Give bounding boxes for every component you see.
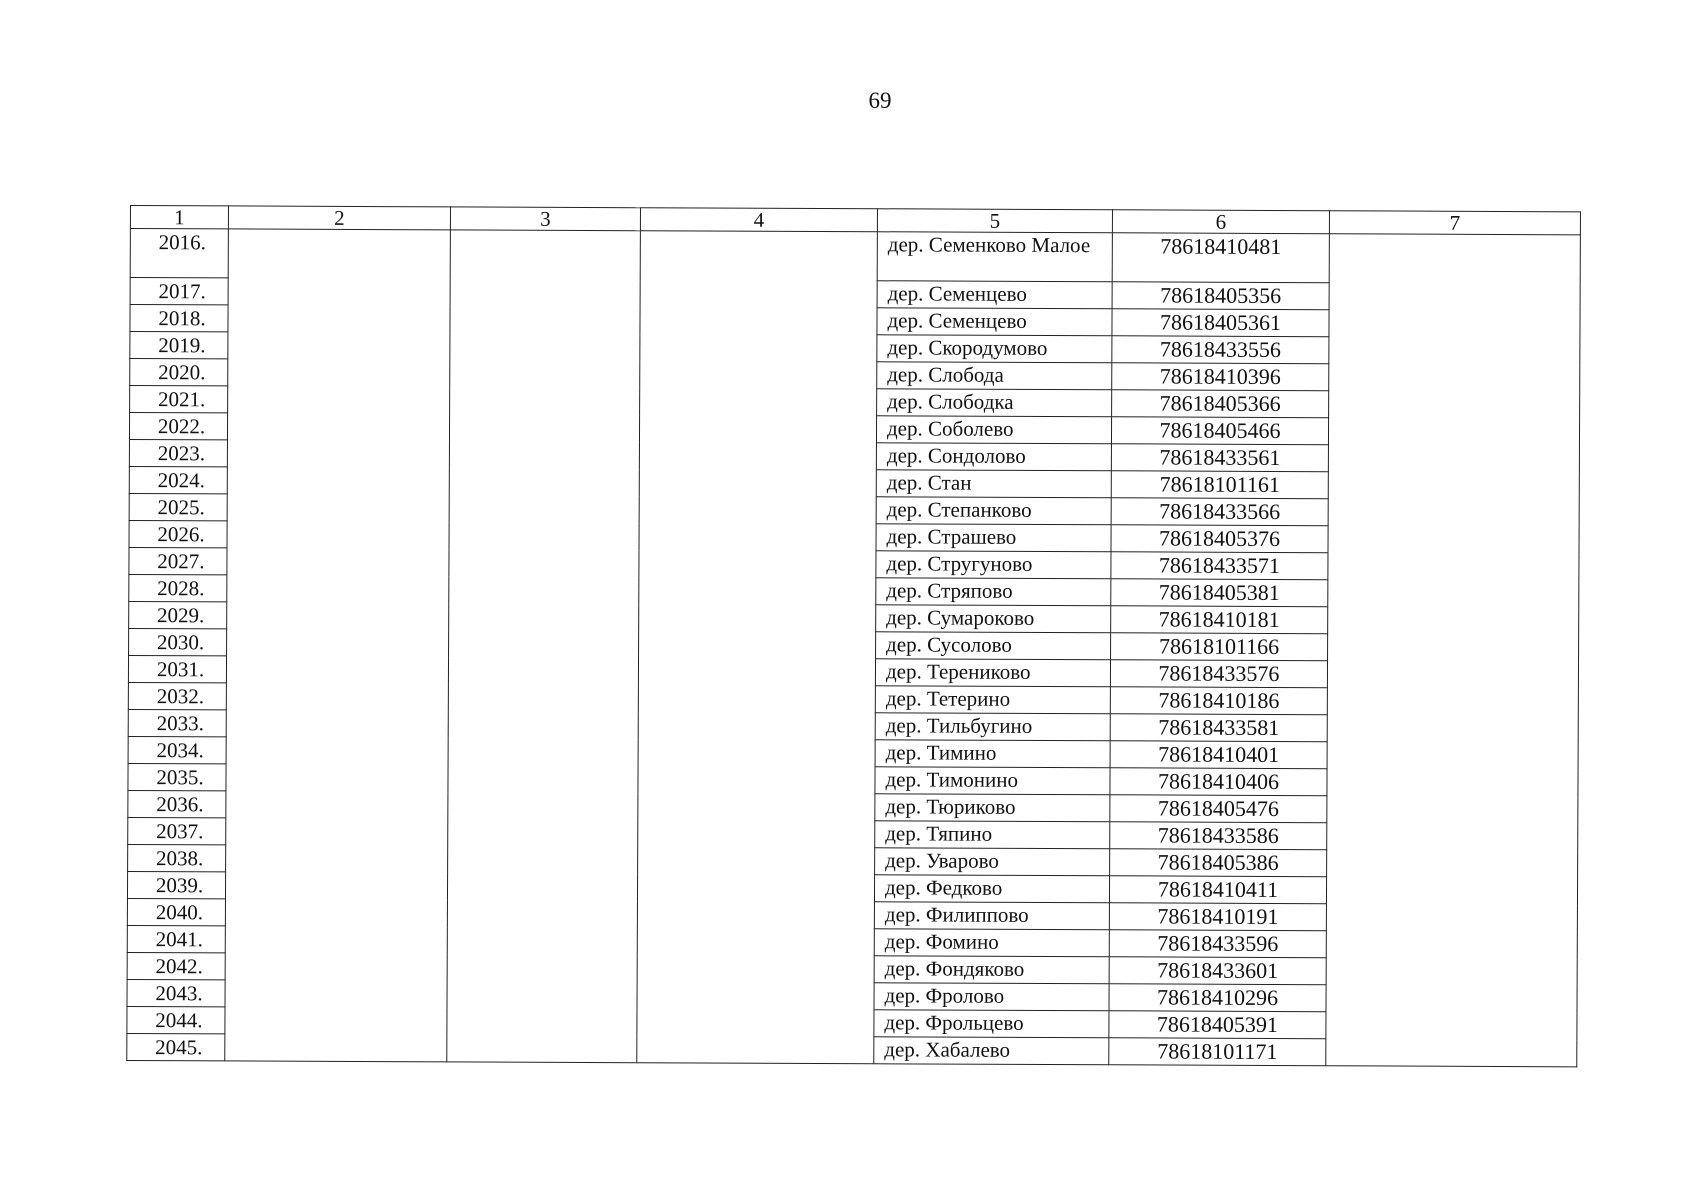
header-col-3: 3 [450,207,640,231]
settlement-name: дер. Слобода [877,362,1112,390]
oktmo-code: 78618410191 [1109,903,1326,931]
oktmo-code: 78618433571 [1111,552,1328,580]
header-col-2: 2 [228,206,450,230]
row-number: 2016. [130,229,228,278]
oktmo-code: 78618101171 [1109,1038,1326,1066]
row-number: 2033. [128,709,226,736]
col-3-cell [447,230,641,1063]
oktmo-code: 78618405381 [1111,579,1328,607]
oktmo-code: 78618410411 [1109,876,1326,904]
settlement-name: дер. Стан [876,470,1111,498]
row-number: 2037. [128,817,226,844]
settlements-table [126,205,1581,1067]
row-number: 2035. [128,763,226,790]
row-number: 2024. [129,466,227,493]
row-number: 2036. [128,790,226,817]
header-col-7: 7 [1329,211,1580,235]
header-col-4: 4 [640,208,877,232]
col-7-cell [1326,234,1581,1067]
oktmo-code: 78618433596 [1109,930,1326,958]
header-col-1: 1 [130,206,228,229]
settlement-name: дер. Терениково [875,659,1110,687]
oktmo-code: 78618410181 [1111,606,1328,634]
settlement-name: дер. Фомино [874,929,1109,957]
oktmo-code: 78618101161 [1111,471,1328,499]
oktmo-code: 78618433581 [1110,714,1327,742]
oktmo-code: 78618433576 [1110,660,1327,688]
row-number: 2025. [129,493,227,520]
row-number: 2020. [130,359,228,386]
row-number: 2042. [127,952,225,979]
col-4-cell [637,231,878,1064]
row-number: 2038. [128,844,226,871]
oktmo-code: 78618410296 [1109,984,1326,1012]
oktmo-code: 78618405466 [1111,417,1328,445]
row-number: 2026. [129,520,227,547]
row-number: 2021. [130,386,228,413]
row-number: 2029. [129,601,227,628]
row-number: 2030. [129,628,227,655]
oktmo-code: 78618405361 [1112,309,1329,337]
oktmo-code: 78618410481 [1112,233,1329,283]
row-number: 2018. [130,305,228,332]
settlement-name: дер. Сондолово [876,443,1111,471]
row-number: 2028. [129,574,227,601]
oktmo-code: 78618410401 [1110,741,1327,769]
page-number: 69 [868,88,892,113]
table-body [127,229,1581,1067]
settlement-name: дер. Стряпово [876,578,1111,606]
settlement-name: дер. Сумароково [876,605,1111,633]
oktmo-code: 78618410396 [1112,363,1329,391]
row-number: 2043. [127,979,225,1006]
row-number: 2034. [128,736,226,763]
row-number: 2040. [127,898,225,925]
settlement-name: дер. Соболево [876,416,1111,444]
row-number: 2032. [128,682,226,709]
oktmo-code: 78618405386 [1110,849,1327,877]
settlement-name: дер. Тяпино [875,821,1110,849]
row-number: 2019. [130,332,228,359]
settlement-name: дер. Фондяково [874,956,1109,984]
row-number: 2031. [128,655,226,682]
settlements-table-wrapper [126,205,1580,1067]
settlement-name: дер. Слободка [877,389,1112,417]
oktmo-code: 78618433566 [1111,498,1328,526]
row-number: 2017. [130,278,228,305]
row-number: 2045. [127,1033,225,1060]
settlement-name: дер. Страшево [876,524,1111,552]
settlement-name: дер. Тимино [875,740,1110,768]
row-number: 2039. [127,871,225,898]
oktmo-code: 78618410406 [1110,768,1327,796]
oktmo-code: 78618405376 [1111,525,1328,553]
row-number: 2027. [129,547,227,574]
settlement-name: дер. Тильбугино [875,713,1110,741]
settlement-name: дер. Степанково [876,497,1111,525]
settlement-name: дер. Филиппово [874,902,1109,930]
settlement-name: дер. Семенково Малое [877,232,1112,282]
settlement-name: дер. Семенцево [877,281,1112,309]
settlement-name: дер. Фролово [874,983,1109,1011]
row-number: 2022. [129,413,227,440]
settlement-name: дер. Семенцево [877,308,1112,336]
col-2-cell [225,229,451,1062]
settlement-name: дер. Уварово [875,848,1110,876]
settlement-name: дер. Сусолово [876,632,1111,660]
oktmo-code: 78618405366 [1112,390,1329,418]
header-col-5: 5 [877,209,1112,233]
oktmo-code: 78618405476 [1110,795,1327,823]
oktmo-code: 78618410186 [1110,687,1327,715]
oktmo-code: 78618405356 [1112,282,1329,310]
settlement-name: дер. Фрольцево [874,1010,1109,1038]
table-row [130,229,1580,284]
settlement-name: дер. Тимонино [875,767,1110,795]
settlement-name: дер. Хабалево [874,1037,1109,1065]
header-col-6: 6 [1112,210,1329,234]
settlement-name: дер. Тюриково [875,794,1110,822]
settlement-name: дер. Тетерино [875,686,1110,714]
settlement-name: дер. Стругуново [876,551,1111,579]
oktmo-code: 78618433556 [1112,336,1329,364]
oktmo-code: 78618433561 [1111,444,1328,472]
oktmo-code: 78618433586 [1110,822,1327,850]
oktmo-code: 78618433601 [1109,957,1326,985]
settlement-name: дер. Скородумово [877,335,1112,363]
settlement-name: дер. Федково [874,875,1109,903]
row-number: 2044. [127,1006,225,1033]
row-number: 2041. [127,925,225,952]
oktmo-code: 78618405391 [1109,1011,1326,1039]
row-number: 2023. [129,439,227,466]
oktmo-code: 78618101166 [1111,633,1328,661]
